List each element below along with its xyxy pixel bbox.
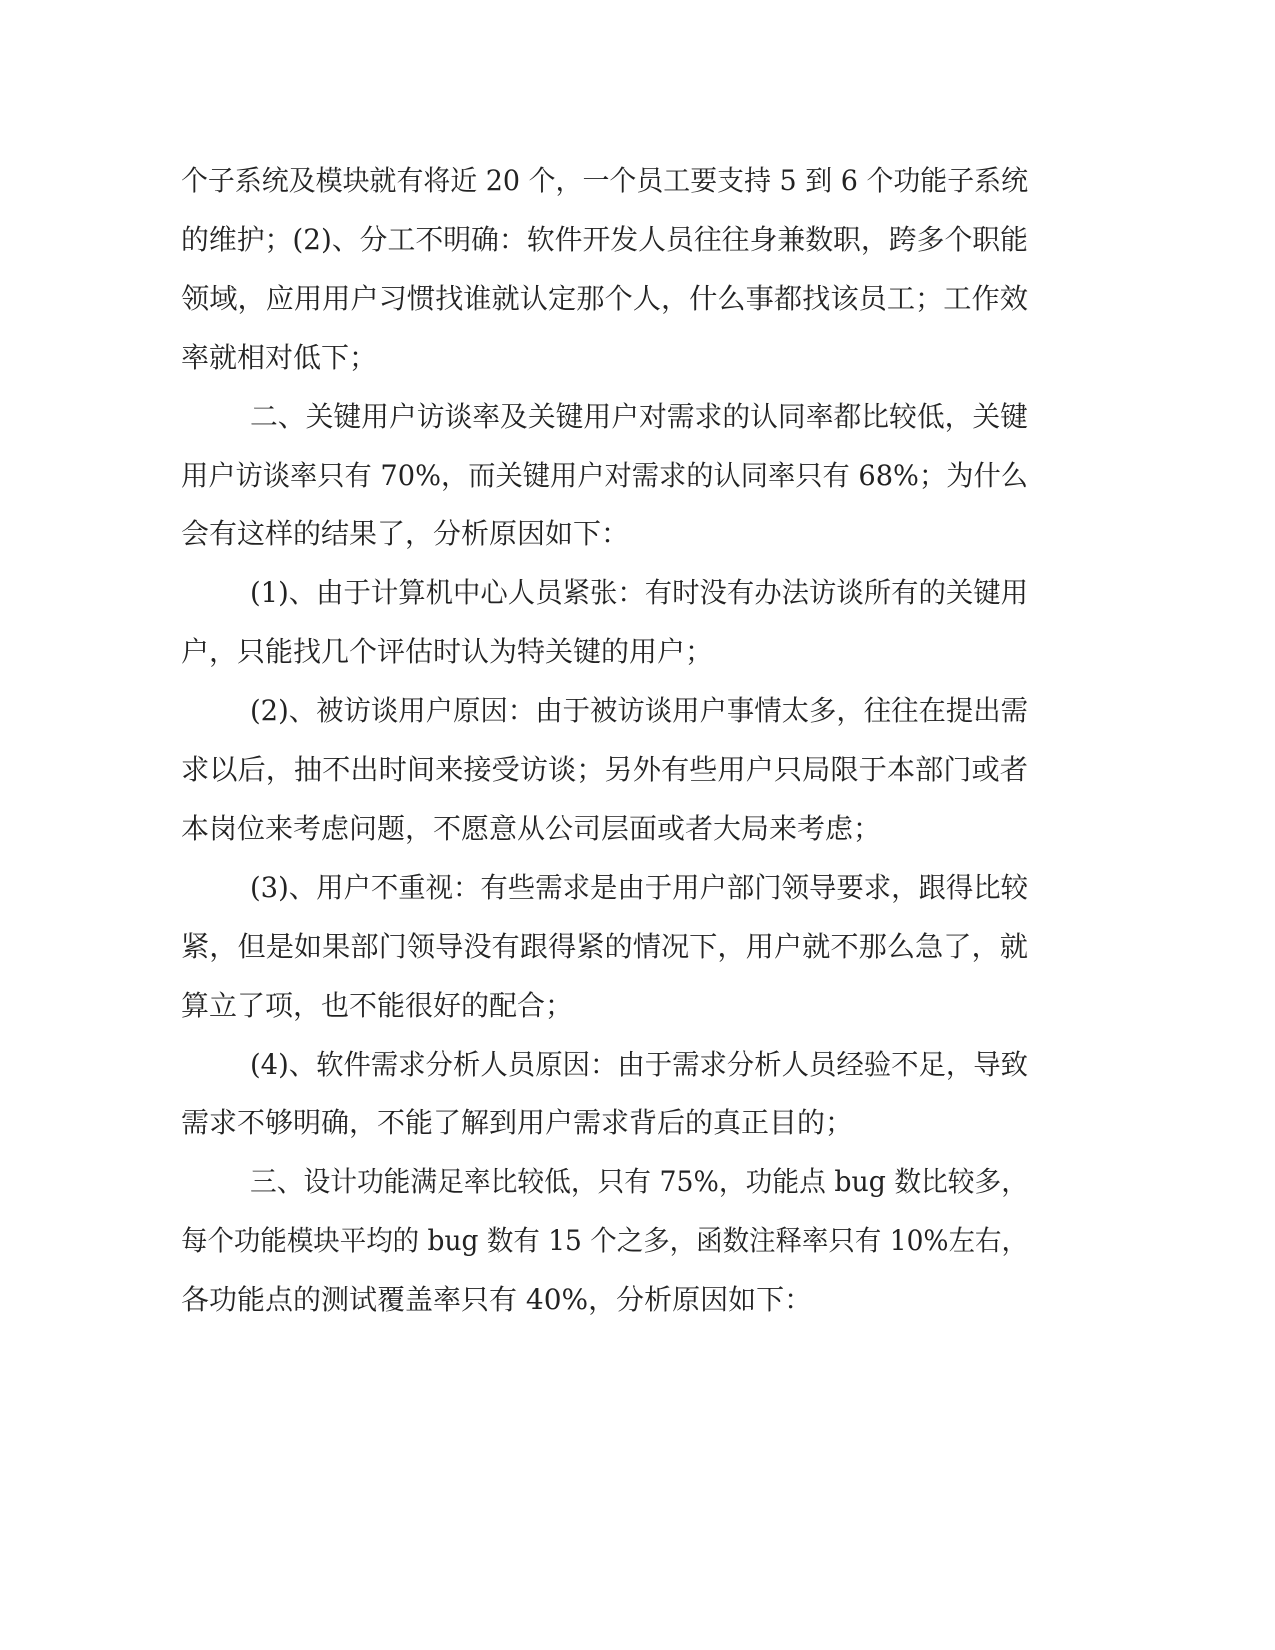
text-line: 每个功能模块平均的 bug 数有 15 个之多，函数注释率只有 10%左右， [181,1224,1028,1258]
text-line: 用户访谈率只有 70%，而关键用户对需求的认同率只有 68%；为什么 [181,458,1028,492]
text-line: 各功能点的测试覆盖率只有 40%，分析原因如下： [181,1283,813,1317]
text-line: 需求不够明确，不能了解到用户需求背后的真正目的； [181,1106,854,1140]
text-line: 算立了项，也不能很好的配合； [181,988,574,1022]
text-line: 求以后，抽不出时间来接受访谈；另外有些用户只局限于本部门或者 [181,753,1028,786]
text-line: 的维护；(2)、分工不明确：软件开发人员往往身兼数职，跨多个职能 [181,222,1028,256]
paragraph-first-line: 三、设计功能满足率比较低，只有 75%，功能点 bug 数比较多， [250,1165,1028,1199]
text-line: 率就相对低下； [181,340,378,374]
text-line: 户，只能找几个评估时认为特关键的用户； [181,635,714,669]
paragraph-first-line: 二、关键用户访谈率及关键用户对需求的认同率都比较低，关键 [250,399,1028,433]
paragraph-first-line: (1)、由于计算机中心人员紧张：有时没有办法访谈所有的关键用 [250,576,1029,610]
paragraph-first-line: (4)、软件需求分析人员原因：由于需求分析人员经验不足，导致 [250,1047,1029,1081]
paragraph-first-line: (2)、被访谈用户原因：由于被访谈用户事情太多，往往在提出需 [250,694,1029,728]
text-line: 会有这样的结果了，分析原因如下： [181,517,630,551]
text-line: 本岗位来考虑问题，不愿意从公司层面或者大局来考虑； [181,811,882,845]
paragraph-first-line: (3)、用户不重视：有些需求是由于用户部门领导要求，跟得比较 [250,870,1029,904]
text-line: 紧，但是如果部门领导没有跟得紧的情况下，用户就不那么急了，就 [181,929,1028,963]
text-line: 领域，应用用户习惯找谁就认定那个人，什么事都找该员工；工作效 [181,281,1028,315]
text-line: 个子系统及模块就有将近 20 个，一个员工要支持 5 到 6 个功能子系统 [181,164,1029,197]
